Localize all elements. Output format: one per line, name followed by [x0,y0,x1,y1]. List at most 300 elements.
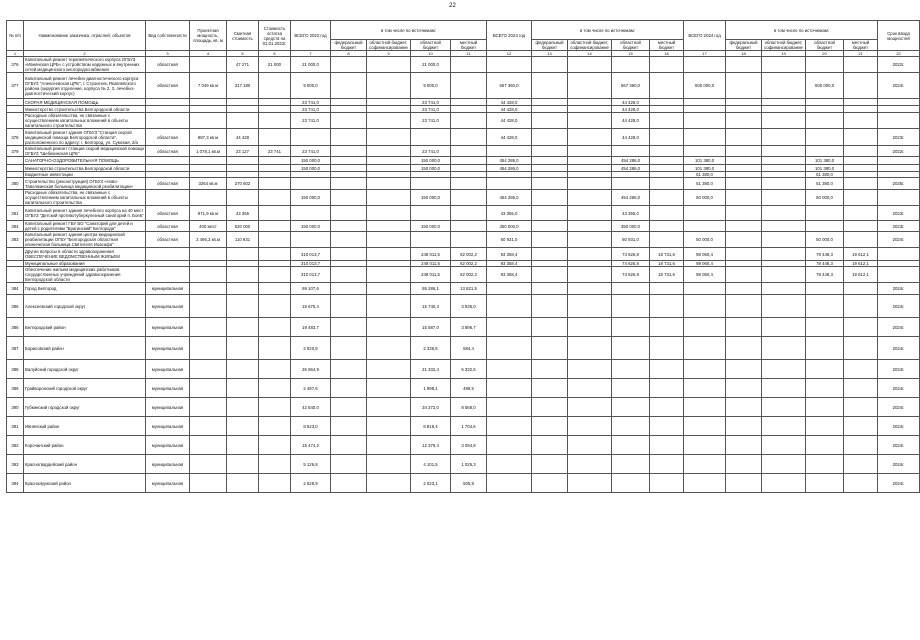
row-obl-2022: 150 000,0 [411,157,451,165]
row-ownership: областная [146,73,190,99]
row-local-2022: 3 935,0 [451,295,487,318]
row-local-2022 [451,232,487,248]
investment-program-table [6,20,920,493]
table-row [7,146,920,157]
row-cof-2023 [568,267,612,283]
row-obl-2024 [806,474,844,493]
row-term [878,99,920,106]
row-term: 2024г. [878,232,920,248]
row-ownership [146,248,190,261]
row-cof-2023 [568,99,612,106]
header-total-2022: ВСЕГО 2022 год [291,21,331,51]
row-name: Капитальный ремонт ГБУ БО "Санаторий для детей и детей с родителями "Брагинский" Белгорода" [24,221,146,232]
row-fed-2023 [532,436,568,455]
row-term: 2024г. [878,455,920,474]
row-local-2024 [844,146,878,157]
row-total-2022: 2 920,9 [291,337,331,360]
row-total-2022 [291,129,331,146]
row-total-2022: 2 528,9 [291,474,331,493]
row-obl-2023: 44 428,0 [612,113,650,129]
row-fed-2022 [331,436,367,455]
row-total-2023 [487,436,532,455]
row-cost [227,190,259,206]
header-local-2024: местный бюджет [844,40,878,51]
header-no: № п/п [7,21,24,51]
row-fed-2024 [726,436,762,455]
row-local-2022 [451,190,487,206]
row-fed-2024 [726,318,762,337]
row-name: Ивнянский район [24,417,146,436]
row-capacity [190,360,227,379]
column-index: 15 [612,51,650,57]
header-cof-2024: областной бюджет, софинансирование [762,40,806,51]
row-obl-2023: 350 000,0 [612,221,650,232]
row-cof-2023 [568,417,612,436]
row-total-2023: 43 355,0 [487,206,532,221]
row-total-2024 [684,106,726,113]
table-row [7,232,920,248]
column-index: 12 [487,51,532,57]
row-fed-2023 [532,73,568,99]
row-fed-2023 [532,295,568,318]
row-fed-2024 [726,398,762,417]
row-fed-2022 [331,146,367,157]
row-remaining [259,455,291,474]
row-local-2022: 1 025,3 [451,455,487,474]
row-cof-2022 [367,232,411,248]
row-obl-2022: 150 000,0 [411,165,451,172]
header-local-2023: местный бюджет [650,40,684,51]
row-local-2024 [844,455,878,474]
row-obl-2023 [612,318,650,337]
table-row [7,337,920,360]
row-term [878,157,920,165]
row-cof-2022 [367,157,411,165]
row-ownership [146,99,190,106]
row-fed-2024 [726,73,762,99]
header-total-2023: ВСЕГО 2023 год [487,21,532,51]
header-total-2024: ВСЕГО 2024 год [684,21,726,51]
row-obl-2022 [411,232,451,248]
row-cost [227,398,259,417]
row-cof-2022 [367,221,411,232]
row-total-2023 [487,283,532,295]
row-fed-2022 [331,221,367,232]
row-cost [227,318,259,337]
row-cof-2024 [762,99,806,106]
row-remaining: 23 741 [259,146,291,157]
row-capacity: 1 078,1 кв.м [190,146,227,157]
row-obl-2023: 74 626,8 [612,248,650,261]
row-obl-2023: 44 428,0 [612,106,650,113]
row-obl-2023: 454 286,0 [612,190,650,206]
row-ownership: областная [146,129,190,146]
row-cof-2023 [568,157,612,165]
row-name: СКОРАЯ МЕДИЦИНСКАЯ ПОМОЩЬ [24,99,146,106]
row-obl-2022: 21 000,0 [411,57,451,73]
row-ownership: муниципальная [146,455,190,474]
row-total-2024: 51 380,0 [684,178,726,190]
row-fed-2023 [532,232,568,248]
table-row [7,318,920,337]
row-total-2022 [291,178,331,190]
row-local-2023 [650,178,684,190]
row-total-2024 [684,99,726,106]
row-total-2023 [487,379,532,398]
row-total-2024: 50 000,0 [684,232,726,248]
row-fed-2023 [532,190,568,206]
row-obl-2023 [612,379,650,398]
table-row [7,283,920,295]
row-cof-2022 [367,146,411,157]
row-cof-2024 [762,248,806,261]
row-total-2023 [487,146,532,157]
row-remaining [259,436,291,455]
row-capacity [190,337,227,360]
column-index: 20 [806,51,844,57]
row-term: 2024г. [878,398,920,417]
row-obl-2023: 74 626,8 [612,261,650,267]
row-cof-2024 [762,106,806,113]
row-cof-2024 [762,165,806,172]
row-obl-2024: 78 448,3 [806,261,844,267]
row-fed-2023 [532,178,568,190]
row-name: Капитальный ремонт здания лечебного корпуса на 40 мест ОГБУЗ "Детский противотуберкулезный санаторий п. Боев" [24,206,146,221]
row-total-2022: 310 013,7 [291,261,331,267]
row-local-2024 [844,165,878,172]
row-capacity [190,283,227,295]
row-local-2022 [451,57,487,73]
row-obl-2024: 50 000,0 [806,190,844,206]
row-cof-2023 [568,178,612,190]
row-fed-2023 [532,248,568,261]
page-number: 22 [449,3,456,9]
row-local-2022: 62 002,2 [451,267,487,283]
row-fed-2024 [726,106,762,113]
row-obl-2022: 6 818,4 [411,417,451,436]
row-total-2024 [684,360,726,379]
row-total-2023: 93 358,4 [487,261,532,267]
row-cof-2024 [762,379,806,398]
row-total-2023: 454 286,0 [487,165,532,172]
table-row [7,221,920,232]
row-cost [227,417,259,436]
row-name: Капитальный ремонт здания центра медицинской реабилитации ОГБУ "Белгородская областная клиническая больница Святителя Иоасафа" [24,232,146,248]
row-obl-2023: 454 286,0 [612,165,650,172]
row-remaining [259,232,291,248]
row-total-2022: 150 000,0 [291,165,331,172]
row-obl-2023 [612,398,650,417]
row-local-2022: 3 094,8 [451,436,487,455]
column-index: 13 [532,51,568,57]
row-local-2024 [844,178,878,190]
row-total-2023 [487,398,532,417]
row-fed-2023 [532,57,568,73]
row-fed-2023 [532,398,568,417]
row-local-2023 [650,73,684,99]
row-cof-2024 [762,146,806,157]
row-number [7,157,24,165]
row-obl-2022: 1 998,1 [411,379,451,398]
row-remaining [259,113,291,129]
header-cof-2023: областной бюджет, софинансирование [568,40,612,51]
row-total-2022: 19 483,7 [291,318,331,337]
row-fed-2023 [532,165,568,172]
row-cof-2022 [367,190,411,206]
header-including-2022: в том числе по источникам: [331,21,487,40]
header-obl-2023: областной бюджет [612,40,650,51]
row-local-2022: 5 332,5 [451,360,487,379]
row-total-2023: 454 286,0 [487,190,532,206]
row-local-2024: 19 612,1 [844,261,878,267]
row-cost [227,113,259,129]
row-term [878,190,920,206]
row-number: 379 [7,146,24,157]
row-total-2024 [684,318,726,337]
row-total-2022: 2 497,6 [291,379,331,398]
row-total-2023: 567 360,0 [487,73,532,99]
header-cof-2022: областной бюджет, софинансирование [367,40,411,51]
row-obl-2024 [806,295,844,318]
row-remaining [259,318,291,337]
row-cof-2024 [762,318,806,337]
row-local-2023 [650,157,684,165]
row-capacity [190,190,227,206]
table-row [7,455,920,474]
row-obl-2022: 23 741,0 [411,99,451,106]
row-total-2024: 50 000,0 [684,190,726,206]
header-fed-2022: федеральный бюджет [331,40,367,51]
row-capacity [190,165,227,172]
row-cost: 317 180 [227,73,259,99]
row-local-2024 [844,295,878,318]
row-fed-2022 [331,283,367,295]
row-term: 2023г. [878,129,920,146]
row-obl-2023: 44 428,0 [612,129,650,146]
row-fed-2022 [331,379,367,398]
row-term [878,267,920,283]
row-total-2022: 23 741,0 [291,106,331,113]
row-local-2024 [844,417,878,436]
row-fed-2022 [331,106,367,113]
row-obl-2024 [806,360,844,379]
row-local-2022: 13 821,5 [451,283,487,295]
row-ownership [146,106,190,113]
row-obl-2024: 500 000,0 [806,73,844,99]
row-total-2023 [487,474,532,493]
row-cof-2022 [367,379,411,398]
row-total-2024: 51 380,0 [684,172,726,178]
row-remaining [259,165,291,172]
row-fed-2024 [726,206,762,221]
row-local-2024 [844,221,878,232]
row-name: Обеспечение жильем медицинских работников государственных учреждений здравоохранения Белгородской области [24,267,146,283]
row-fed-2023 [532,417,568,436]
row-total-2023 [487,318,532,337]
row-cof-2022 [367,248,411,261]
row-obl-2022: 248 011,5 [411,248,451,261]
row-obl-2024 [806,221,844,232]
row-ownership: муниципальная [146,379,190,398]
row-local-2022: 8 568,0 [451,398,487,417]
row-local-2024: 19 612,1 [844,267,878,283]
row-obl-2023 [612,57,650,73]
row-fed-2024 [726,157,762,165]
row-local-2024 [844,129,878,146]
row-local-2022: 62 002,2 [451,248,487,261]
row-name: Алексеевский городской округ [24,295,146,318]
row-cost [227,99,259,106]
row-number: 391 [7,417,24,436]
row-name: Строительство (реконструкция) ОГБУЗ «Ново-Таволжанская больница медицинской реабилитации» [24,178,146,190]
row-fed-2022 [331,337,367,360]
row-obl-2024: 51 380,0 [806,178,844,190]
row-cof-2024 [762,178,806,190]
row-ownership: областная [146,57,190,73]
row-obl-2024 [806,337,844,360]
row-local-2023 [650,398,684,417]
row-term: 2023г. [878,206,920,221]
row-cof-2023 [568,206,612,221]
row-obl-2023: 43 355,0 [612,206,650,221]
row-number: 383 [7,232,24,248]
row-total-2022: 19 675,4 [291,295,331,318]
row-obl-2022 [411,178,451,190]
row-cost [227,455,259,474]
row-obl-2022: 15 740,4 [411,295,451,318]
row-local-2024 [844,206,878,221]
row-remaining [259,295,291,318]
row-obl-2022: 248 011,5 [411,267,451,283]
row-number: 384 [7,283,24,295]
column-index: 8 [331,51,367,57]
row-total-2024 [684,455,726,474]
row-cost [227,248,259,261]
row-cof-2023 [568,73,612,99]
row-name: Грайворонский городской округ [24,379,146,398]
row-obl-2022: 55 286,1 [411,283,451,295]
table-body [7,57,920,493]
row-obl-2023 [612,178,650,190]
row-total-2022: 23 741,0 [291,113,331,129]
row-cost: 44 428 [227,129,259,146]
row-cof-2023 [568,283,612,295]
row-obl-2022: 23 741,0 [411,113,451,129]
row-local-2023 [650,221,684,232]
row-local-2023 [650,106,684,113]
row-fed-2024 [726,474,762,493]
row-obl-2023 [612,474,650,493]
row-capacity [190,398,227,417]
row-fed-2024 [726,267,762,283]
row-local-2023 [650,474,684,493]
row-cost: 43 355 [227,206,259,221]
row-local-2023 [650,232,684,248]
row-local-2023 [650,283,684,295]
row-obl-2022: 248 011,5 [411,261,451,267]
row-total-2024: 98 060,4 [684,267,726,283]
row-cof-2022 [367,73,411,99]
row-name: Красногвардейский район [24,455,146,474]
row-ownership: областная [146,221,190,232]
row-total-2024: 500 000,0 [684,73,726,99]
row-cost: 110 931 [227,232,259,248]
row-name: Корочанский район [24,436,146,455]
row-obl-2024 [806,379,844,398]
row-ownership: муниципальная [146,295,190,318]
row-name: Краснояружский район [24,474,146,493]
row-local-2023 [650,455,684,474]
row-fed-2024 [726,221,762,232]
row-term: 2024г. [878,318,920,337]
row-name: Капитальный ремонт станции скорой медицинской помощи ОГБУЗ "Шебекинская ЦРБ" [25,146,144,156]
row-fed-2024 [726,360,762,379]
row-name: САНАТОРНО-ОЗДОРОВИТЕЛЬНАЯ ПОМОЩЬ [24,157,146,165]
header-local-2022: местный бюджет [451,40,487,51]
row-cof-2024 [762,295,806,318]
column-index: 19 [762,51,806,57]
row-total-2023: 44 428,0 [487,99,532,106]
row-term: 2022г. [878,146,920,157]
row-total-2023 [487,455,532,474]
row-obl-2023 [612,436,650,455]
row-obl-2023: 44 428,0 [612,99,650,106]
table-row [7,129,920,146]
row-total-2024 [684,57,726,73]
row-cof-2024 [762,206,806,221]
row-capacity: 400 мест [190,221,227,232]
row-local-2022 [451,146,487,157]
row-fed-2022 [331,417,367,436]
row-obl-2023 [612,337,650,360]
row-remaining [259,157,291,165]
row-fed-2024 [726,113,762,129]
row-fed-2023 [532,318,568,337]
row-cof-2023 [568,436,612,455]
row-local-2024 [844,474,878,493]
row-fed-2024 [726,455,762,474]
column-index: 9 [367,51,411,57]
row-remaining [259,398,291,417]
row-number [7,165,24,172]
row-remaining [259,417,291,436]
row-number [7,267,24,283]
row-fed-2022 [331,318,367,337]
row-cof-2024 [762,436,806,455]
row-number: 389 [7,379,24,398]
row-obl-2022 [411,129,451,146]
row-term [878,165,920,172]
row-term: 2025г. [878,178,920,190]
header-ownership: Вид собственности [146,21,190,51]
row-cof-2024 [762,157,806,165]
row-obl-2024 [806,113,844,129]
row-local-2022: 505,8 [451,474,487,493]
row-cof-2023 [568,379,612,398]
row-obl-2023: 60 931,0 [612,232,650,248]
row-remaining [259,106,291,113]
row-total-2024 [684,221,726,232]
row-cof-2024 [762,360,806,379]
row-ownership: муниципальная [146,318,190,337]
row-total-2023: 60 931,0 [487,232,532,248]
row-term [878,113,920,129]
row-local-2024 [844,283,878,295]
row-cof-2022 [367,295,411,318]
row-fed-2024 [726,283,762,295]
row-number: 384 [7,221,24,232]
row-local-2023 [650,295,684,318]
